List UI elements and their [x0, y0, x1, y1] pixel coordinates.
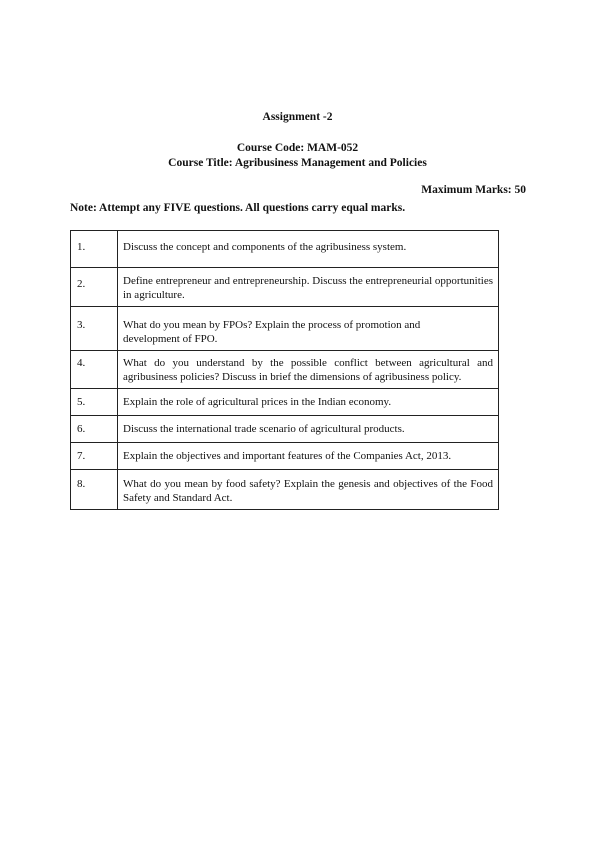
- assignment-title: Assignment -2: [262, 111, 333, 123]
- question-text: What do you understand by the possible conflict between agricultural and agribusiness policies? Discuss in brief the dimensions of agribusiness policy.: [118, 351, 499, 389]
- course-title: Course Title: Agribusiness Management and Policies: [168, 157, 427, 169]
- question-number: 4.: [71, 351, 118, 389]
- question-number: 6.: [71, 416, 118, 443]
- questions-table: [70, 230, 499, 510]
- question-text: What do you mean by food safety? Explain the genesis and objectives of the Food Safety and Standard Act.: [118, 470, 499, 510]
- question-text: Define entrepreneur and entrepreneurship. Discuss the entrepreneurial opportunities in agriculture.: [118, 268, 499, 307]
- question-text: Discuss the international trade scenario of agricultural products.: [118, 416, 499, 443]
- question-text: Explain the role of agricultural prices in the Indian economy.: [118, 389, 499, 416]
- question-text: Explain the objectives and important features of the Companies Act, 2013.: [118, 443, 499, 470]
- question-row: [71, 416, 499, 443]
- question-row: [71, 307, 499, 351]
- question-row: [71, 268, 499, 307]
- question-row: [71, 351, 499, 389]
- question-number: 1.: [71, 231, 118, 268]
- question-number: 8.: [71, 470, 118, 510]
- question-text: What do you mean by FPOs? Explain the process of promotion and development of FPO.: [118, 307, 499, 351]
- question-number: 3.: [71, 307, 118, 351]
- question-row: [71, 443, 499, 470]
- question-number: 7.: [71, 443, 118, 470]
- question-row: [71, 231, 499, 268]
- instructions-note: Note: Attempt any FIVE questions. All questions carry equal marks.: [70, 202, 406, 214]
- question-text: Discuss the concept and components of the agribusiness system.: [118, 231, 499, 268]
- question-number: 5.: [71, 389, 118, 416]
- question-row: [71, 470, 499, 510]
- course-code: Course Code: MAM-052: [236, 142, 359, 154]
- maximum-marks: Maximum Marks: 50: [421, 184, 526, 196]
- question-row: [71, 389, 499, 416]
- question-number: 2.: [71, 268, 118, 307]
